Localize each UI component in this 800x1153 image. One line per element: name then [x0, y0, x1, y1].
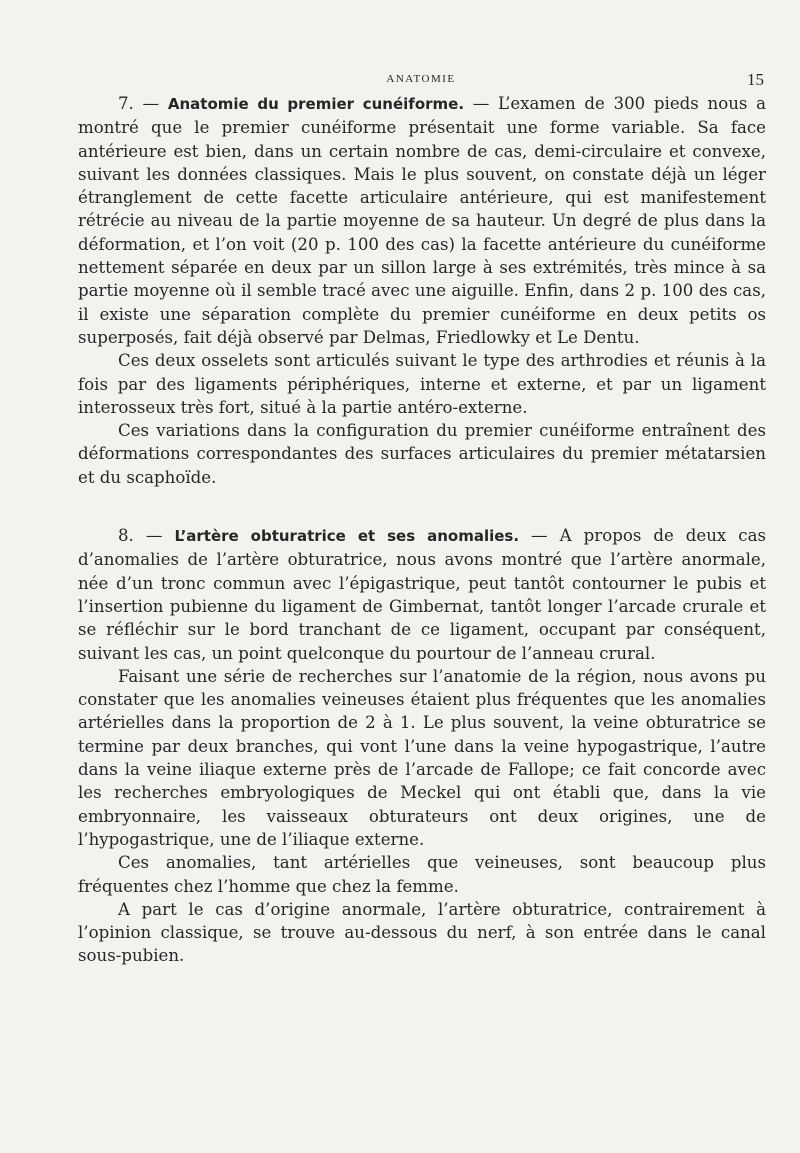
paragraph-text: — L’examen de 300 pieds nous a montré que le premier cunéiforme présentait une forme variable. Sa face antérieure est bien, dans un certain nombre de cas, demi-circulaire et convexe, suivant les données classiques. Mais le plus souvent, on constate déjà un léger étranglement de cette facette articulaire antérieure, qui est manifestement rétrécie au niveau de la partie moyenne de sa hauteur. Un degré de plus dans la déformation, et l’on voit (20 p. 100 des cas) la facette antérieure du cunéiforme nettement séparée en deux par un sillon large à ses extrémités, très mince à sa partie moyenne où il semble tracé avec une aiguille. Enfin, dans 2 p. 100 des cas, il existe une séparation complète du premier cunéiforme en deux petits os superposés, fait déjà observé par Delmas, Friedlowky et Le Dentu.: [78, 94, 767, 347]
paragraph: A part le cas d’origine anormale, l’artère obturatrice, contrairement à l’opinion classique, se trouve au-dessous du nerf, à son entrée dans le canal sous-pubien.: [78, 899, 766, 966]
running-title: ANATOMIE: [386, 73, 456, 85]
section-number: 7. —: [118, 94, 160, 113]
paragraph: [78, 524, 766, 665]
section-title: Anatomie du premier cunéiforme.: [167, 95, 465, 113]
paragraph: Ces anomalies, tant artérielles que veineuses, sont beaucoup plus fréquentes chez l’homme que chez la femme.: [78, 853, 766, 896]
section-title: L’artère obturatrice et ses anomalies.: [174, 527, 520, 546]
section-spacer: [78, 489, 766, 524]
paragraph: Ces deux osselets sont articulés suivant le type des arthrodies et réunis à la fois par des ligaments périphériques, interne et externe, et par un ligament interosseux très fort, situé à la partie antéro-externe.: [78, 351, 766, 417]
page-number: 15: [747, 70, 764, 89]
page-header: [78, 70, 764, 90]
paragraph: Faisant une série de recherches sur l’anatomie de la région, nous avons pu constater que les anomalies veineuses étaient plus fréquentes que les anomalies artérielles dans la proportion de 2 à 1. Le plus souvent, la veine obturatrice se termine par deux branches, qui vont l’une dans la veine hypogastrique, l’autre dans la veine iliaque externe près de l’arcade de Fallope; ce fait concorde avec les recherches embryologiques de Meckel qui ont établi que, dans la vie embryonnaire, les vaisseaux obturateurs ont deux origines, une de l’hypogastrique, une de l’iliaque externe.: [78, 666, 766, 849]
document-body: [78, 92, 766, 968]
section-number: 8. —: [118, 526, 163, 546]
section-7: [78, 92, 766, 489]
paragraph: [78, 92, 766, 349]
section-8: [78, 524, 766, 968]
paragraph-text: — A propos de deux cas d’anomalies de l’artère obturatrice, nous avons montré que l’artère anormale, née d’un tronc commun avec l’épigastrique, peut tantôt contourner le pubis et l’insertion pubienne du ligament de Gimbernat, tantôt longer l’arcade crurale et se réfléchir sur le bord tranchant de ce ligament, occupant par conséquent, suivant les cas, un point quelconque du pourtour de l’anneau crural.: [78, 526, 766, 663]
paragraph: Ces variations dans la configuration du premier cunéiforme entraînent des déformations correspondantes des surfaces articulaires du premier métatarsien et du scaphoïde.: [78, 421, 766, 487]
